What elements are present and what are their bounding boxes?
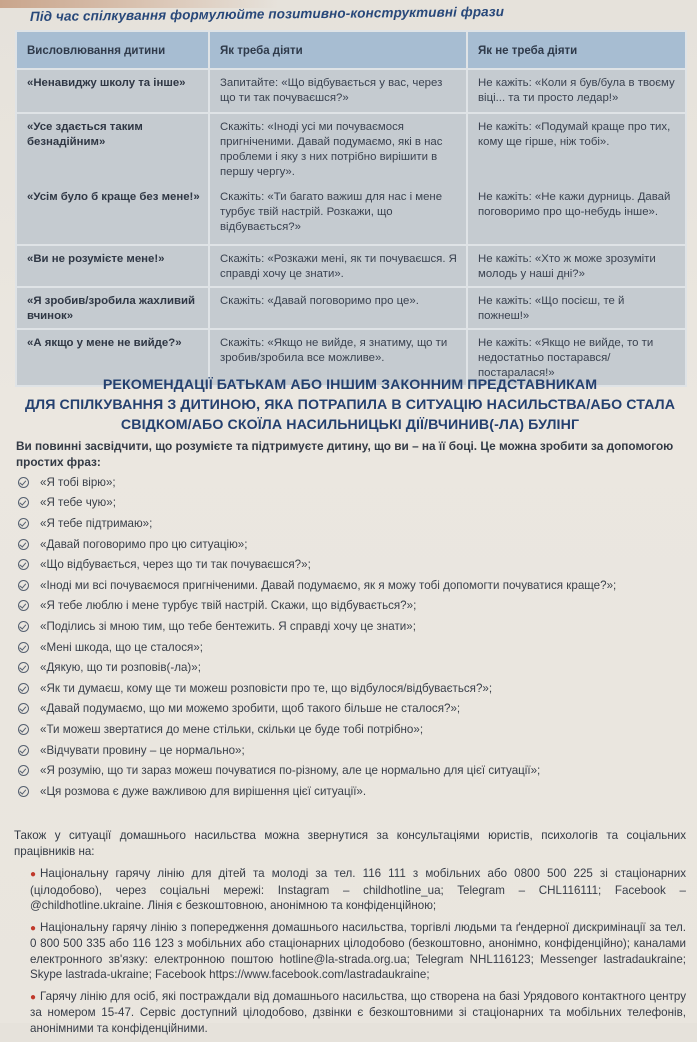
- list-item: [18, 781, 678, 802]
- contact-item: [30, 989, 686, 1037]
- recommendations-heading: [20, 375, 680, 435]
- list-item: [18, 534, 678, 555]
- bullet-dot-icon: ●: [30, 991, 37, 1003]
- header-child-statement: Висловлювання дитини: [16, 31, 209, 69]
- list-item: [18, 740, 678, 761]
- header-what-to-do: Як треба діяти: [209, 31, 467, 69]
- list-item: [18, 699, 678, 720]
- child-statement-cell: «Ненавиджу школу та інше»: [16, 69, 209, 113]
- check-circle-icon: [18, 765, 29, 776]
- table-row: [16, 287, 686, 329]
- check-circle-icon: [18, 662, 29, 673]
- list-item: [18, 575, 678, 596]
- child-statement-cell: «Усім було б краще без мене!»: [16, 184, 209, 245]
- table-header-row: [16, 31, 686, 69]
- phrase-text: «Як ти думаєш, кому ще ти можеш розповісти про те, що відбулося/відбувається?»;: [40, 681, 493, 695]
- table-row: [16, 245, 686, 287]
- dont-cell: Не кажіть: «Хто ж може зрозуміти молодь у наші дні?»: [467, 245, 686, 287]
- check-circle-icon: [18, 683, 29, 694]
- contacts-list: [30, 866, 686, 1042]
- list-item: [18, 616, 678, 637]
- contact-item: [30, 920, 686, 983]
- list-item: [18, 472, 678, 493]
- child-statement-cell: «Усе здається таким безнадійним»: [16, 113, 209, 184]
- phrase-text: «Я тебе люблю і мене турбує твій настрій. Скажи, що відбувається?»;: [40, 599, 417, 613]
- contacts-intro: Також у ситуації домашнього насильства можна звернутися за консультаціями юристів, психологів та соціальних працівників на:: [14, 829, 686, 858]
- dont-cell: Не кажіть: «Коли я був/була в твоєму віці... та ти просто ледар!»: [467, 69, 686, 113]
- table-row: [16, 69, 686, 113]
- supportive-phrases-list: [18, 472, 678, 802]
- heading-line: ДЛЯ СПІЛКУВАННЯ З ДИТИНОЮ, ЯКА ПОТРАПИЛА В СИТУАЦІЮ НАСИЛЬСТВА/АБО СТАЛА: [24, 397, 676, 413]
- phrase-text: «Давай поговоримо про цю ситуацію»;: [40, 537, 248, 551]
- phrase-text: «Дякую, що ти розповів(-ла)»;: [40, 661, 201, 675]
- do-cell: Скажіть: «Розкажи мені, як ти почуваєшся. Я справді хочу це знати».: [209, 245, 467, 287]
- list-item: [18, 657, 678, 678]
- list-item: [18, 493, 678, 514]
- check-circle-icon: [18, 580, 29, 591]
- dont-cell: Не кажіть: «Що посієш, те й пожнеш!»: [467, 287, 686, 329]
- bullet-dot-icon: ●: [30, 869, 37, 880]
- list-item: [18, 719, 678, 740]
- dont-cell: Не кажіть: «Подумай краще про тих, кому ще гірше, ніж тобі».: [467, 113, 686, 184]
- heading-line: РЕКОМЕНДАЦІЇ БАТЬКАМ АБО ІНШИМ ЗАКОННИМ ПРЕДСТАВНИКАМ: [102, 377, 598, 393]
- list-item: [18, 513, 678, 534]
- do-cell: Скажіть: «Іноді усі ми почуваємося пригніченими. Давай подумаємо, які в нас проблеми і яку з них потрібно вирішити в першу чергу».: [209, 113, 467, 184]
- phrase-text: «Ти можеш звертатися до мене стільки, скільки це буде тобі потрібно»;: [40, 722, 424, 736]
- phrase-text: «Що відбувається, через що ти так почуваєшся?»;: [40, 558, 311, 572]
- heading-line: СВІДКОМ/АБО СКОЇЛА НАСИЛЬНИЦЬКІ ДІЇ/ВЧИНИВ(-ЛА) БУЛІНГ: [120, 417, 580, 433]
- table-row: [16, 184, 686, 245]
- phrase-text: «Я тобі вірю»;: [40, 475, 116, 489]
- check-circle-icon: [18, 600, 29, 611]
- phrase-text: «Я тебе підтримаю»;: [40, 516, 153, 530]
- do-cell: Скажіть: «Давай поговоримо про це».: [209, 287, 467, 329]
- do-cell: Скажіть: «Ти багато важиш для нас і мене турбує твій настрій. Розкажи, що відбувається?»: [209, 184, 467, 245]
- check-circle-icon: [18, 642, 29, 653]
- check-circle-icon: [18, 724, 29, 735]
- phrase-text: «Я розумію, що ти зараз можеш почуватися по-різному, але це нормально для цієї ситуації»;: [40, 764, 541, 778]
- list-item: [18, 554, 678, 575]
- contact-lead: Гарячу лінію для осіб, які постраждали від домашнього насильства, що створена на базі Урядового контактного центру за номером 15-47.: [30, 989, 686, 1019]
- check-circle-icon: [18, 518, 29, 529]
- table-row: [16, 113, 686, 184]
- contact-rest: (цілодобово), через соціальні мережі: Instagram – childhotline_ua; Telegram – CHL116111; Facebook – @childhotline.ukraine. Лінія є безкоштовною, анонімною та конфіденційною;: [30, 883, 686, 912]
- list-item: [18, 760, 678, 781]
- contact-item: [30, 866, 686, 914]
- check-circle-icon: [18, 477, 29, 488]
- phrase-text: «Іноді ми всі почуваємося пригніченими. Давай подумаємо, як я можу тобі допомогти почуватися краще?»;: [40, 578, 617, 592]
- contact-rest: (безкоштовно, анонімно, конфіденційно); каналами електронного зв'язку: електронною поштою hotline@la-strada.org.ua; Telegram NHL116123; Messenger lastradaukraine; Skype lastrada-ukraine; Facebook https://www.facebook.com/lastradaukraine;: [30, 937, 686, 981]
- contact-rest: Сервіс доступний цілодобово, дзвінки є безкоштовними зі стаціонарних та мобільних телефонів, анонімними та конфіденційними.: [30, 1006, 686, 1035]
- child-statement-cell: «Ви не розумієте мене!»: [16, 245, 209, 287]
- check-circle-icon: [18, 786, 29, 797]
- check-circle-icon: [18, 745, 29, 756]
- child-statement-cell: «Я зробив/зробила жахливий вчинок»: [16, 287, 209, 329]
- check-circle-icon: [18, 703, 29, 714]
- do-cell: Запитайте: «Що відбувається у вас, через що ти так почуваєшся?»: [209, 69, 467, 113]
- recommendations-lead: Ви повинні засвідчити, що розумієте та підтримуєте дитину, що ви – на її боці. Це можна зробити за допомогою простих фраз:: [16, 439, 674, 469]
- phrase-text: «Ця розмова є дуже важливою для вирішення цієї ситуації».: [40, 784, 367, 798]
- dont-cell: Не кажіть: «Не кажи дурниць. Давай поговоримо про що-небудь інше».: [467, 184, 686, 245]
- list-item: [18, 637, 678, 658]
- check-circle-icon: [18, 539, 29, 550]
- phrase-text: «Давай подумаємо, що ми можемо зробити, щоб такого більше не сталося?»;: [40, 702, 461, 716]
- check-circle-icon: [18, 497, 29, 508]
- check-circle-icon: [18, 621, 29, 632]
- contact-lead: Національну гарячу лінію з попередження домашнього насильства, торгівлі людьми та ґендерної дискримінації за тел. 0 800 500 335 або 116 123 з мобільних або стаціонарних цілодобово: [30, 920, 686, 950]
- list-item: [18, 678, 678, 699]
- phrase-text: «Відчувати провину – це нормально»;: [40, 743, 245, 757]
- dont-cell: Не кажіть: «Якщо не вийде, то ти недостатньо постарався/постаралася!»: [467, 329, 686, 386]
- phrase-text: «Мені шкода, що це сталося»;: [40, 640, 204, 654]
- child-statement-cell: «А якщо у мене не вийде?»: [16, 329, 209, 386]
- do-cell: Скажіть: «Якщо не вийде, я знатиму, що ти зробив/зробила все можливе».: [209, 329, 467, 386]
- bullet-dot-icon: ●: [30, 922, 37, 934]
- header-what-not-to-do: Як не треба діяти: [467, 31, 686, 69]
- phrases-table: [15, 30, 687, 387]
- table-intro-title: Під час спілкування формулюйте позитивно-конструктивні фрази: [29, 4, 505, 24]
- check-circle-icon: [18, 559, 29, 570]
- phrase-text: «Я тебе чую»;: [40, 496, 116, 510]
- list-item: [18, 596, 678, 617]
- contact-lead: Національну гарячу лінію для дітей та молоді за тел. 116 111 з мобільних або 0800 500 225 зі стаціонарних: [40, 867, 686, 880]
- phrase-text: «Поділись зі мною тим, що тебе бентежить. Я справді хочу це знати»;: [40, 619, 416, 633]
